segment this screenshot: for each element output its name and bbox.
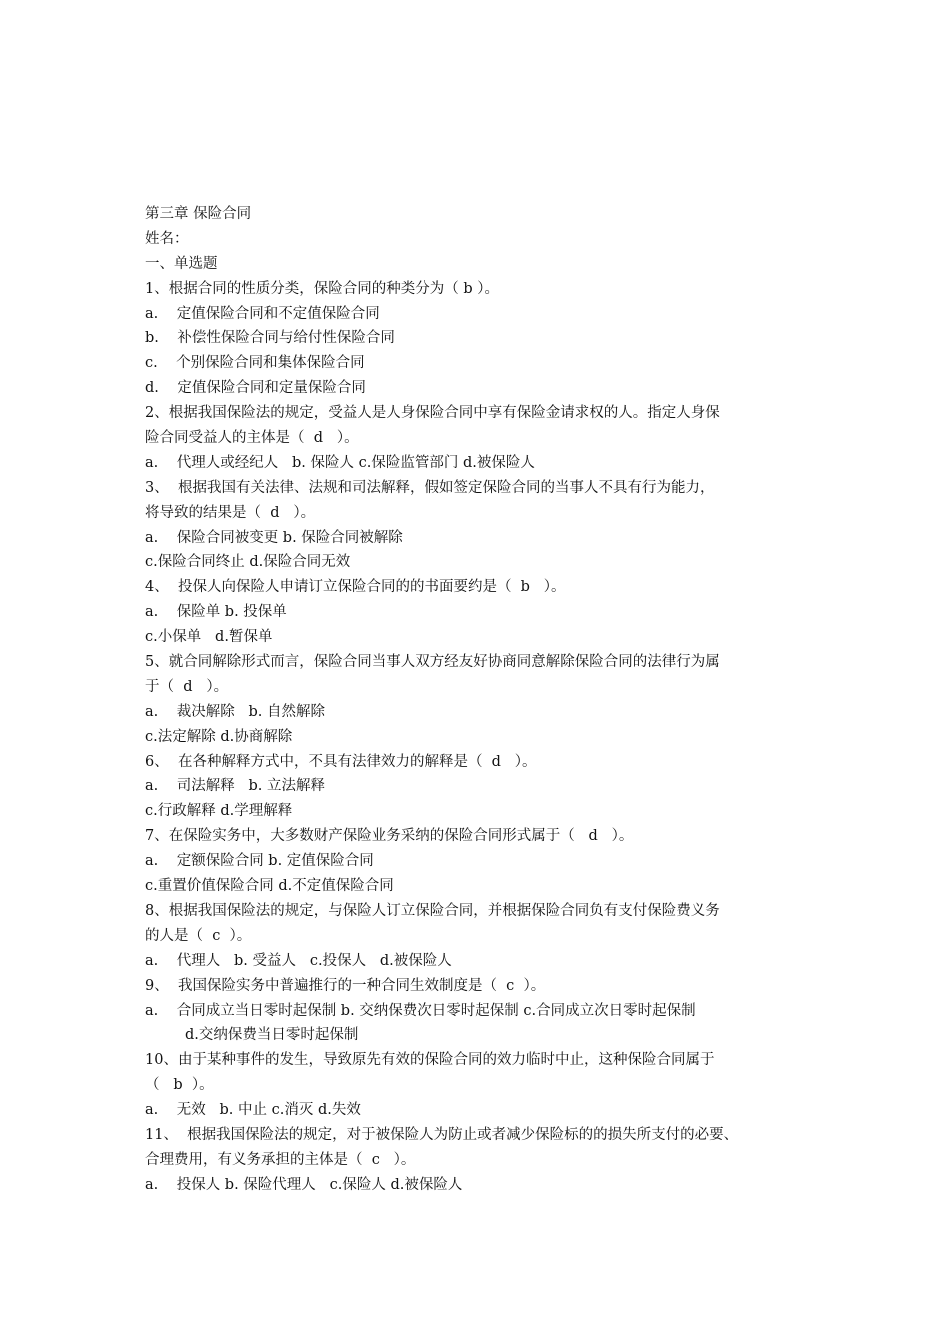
text-line: d. 定值保险合同和定量保险合同 — [145, 380, 366, 397]
text-line: b. 补偿性保险合同与给付性保险合同 — [145, 330, 395, 347]
text-line: 3、 根据我国有关法律、法规和司法解释，假如签定保险合同的当事人不具有行为能力， — [145, 479, 715, 496]
text-line: c.法定解除 d.协商解除 — [145, 728, 293, 745]
text-line: 于（ d ）。 — [145, 678, 229, 695]
text-line: 的人是（ c ）。 — [145, 927, 252, 944]
text-line: 6、 在各种解释方式中，不具有法律效力的解释是（ d ）。 — [145, 753, 537, 770]
text-line: c.重置价值保险合同 d.不定值保险合同 — [145, 878, 394, 895]
text-line: 将导致的结果是（ d ）。 — [145, 504, 316, 521]
text-line: 7、在保险实务中，大多数财产保险业务采纳的保险合同形式属于（ d ）。 — [145, 828, 634, 845]
text-line: a. 保险合同被变更 b. 保险合同被解除 — [145, 529, 403, 546]
text-line: a. 定额保险合同 b. 定值保险合同 — [145, 853, 374, 870]
text-line: c.小保单 d.暂保单 — [145, 629, 273, 646]
text-line: a. 司法解释 b. 立法解释 — [145, 778, 326, 795]
text-line: 10、由于某种事件的发生，导致原先有效的保险合同的效力临时中止，这种保险合同属于 — [145, 1052, 715, 1069]
text-line: 9、 我国保险实务中普遍推行的一种合同生效制度是（ c ）。 — [145, 977, 546, 994]
text-line: d.交纳保费当日零时起保制 — [185, 1027, 359, 1044]
text-line: 姓名： — [145, 230, 189, 247]
text-line: c. 个别保险合同和集体保险合同 — [145, 355, 365, 372]
text-line: 8、根据我国保险法的规定，与保险人订立保险合同，并根据保险合同负有支付保险费义务 — [145, 902, 720, 919]
text-line: a. 代理人 b. 受益人 c.投保人 d.被保险人 — [145, 952, 452, 969]
text-line: 一、单选题 — [145, 255, 218, 272]
text-line: 险合同受益人的主体是（ d ）。 — [145, 430, 359, 447]
text-line: （ b ）。 — [145, 1077, 214, 1094]
text-line: a. 投保人 b. 保险代理人 c.保险人 d.被保险人 — [145, 1176, 463, 1193]
text-line: 2、根据我国保险法的规定，受益人是人身保险合同中享有保险金请求权的人。指定人身保 — [145, 405, 720, 422]
text-line: 1、根据合同的性质分类，保险合同的种类分为（ b ）。 — [145, 280, 499, 297]
text-line: c.保险合同终止 d.保险合同无效 — [145, 554, 351, 571]
text-line: a. 合同成立当日零时起保制 b. 交纳保费次日零时起保制 c.合同成立次日零时起保制 — [145, 1002, 696, 1019]
text-line: a. 定值保险合同和不定值保险合同 — [145, 305, 380, 322]
text-line: c.行政解释 d.学理解释 — [145, 803, 293, 820]
text-line: 5、就合同解除形式而言，保险合同当事人双方经友好协商同意解除保险合同的法律行为属 — [145, 654, 720, 671]
text-line: 合理费用，有义务承担的主体是（ c ）。 — [145, 1151, 416, 1168]
text-line: a. 保险单 b. 投保单 — [145, 604, 287, 621]
document-body — [145, 202, 825, 1198]
text-line: a. 代理人或经纪人 b. 保险人 c.保险监管部门 d.被保险人 — [145, 454, 535, 471]
text-line: 第三章 保险合同 — [145, 206, 252, 222]
text-line: 4、 投保人向保险人申请订立保险合同的的书面要约是（ b ）。 — [145, 579, 566, 596]
text-line: 11、 根据我国保险法的规定，对于被保险人为防止或者减少保险标的的损失所支付的必要、 — [145, 1126, 739, 1143]
text-line: a. 裁决解除 b. 自然解除 — [145, 703, 326, 720]
text-line: a. 无效 b. 中止 c.消灭 d.失效 — [145, 1102, 361, 1119]
